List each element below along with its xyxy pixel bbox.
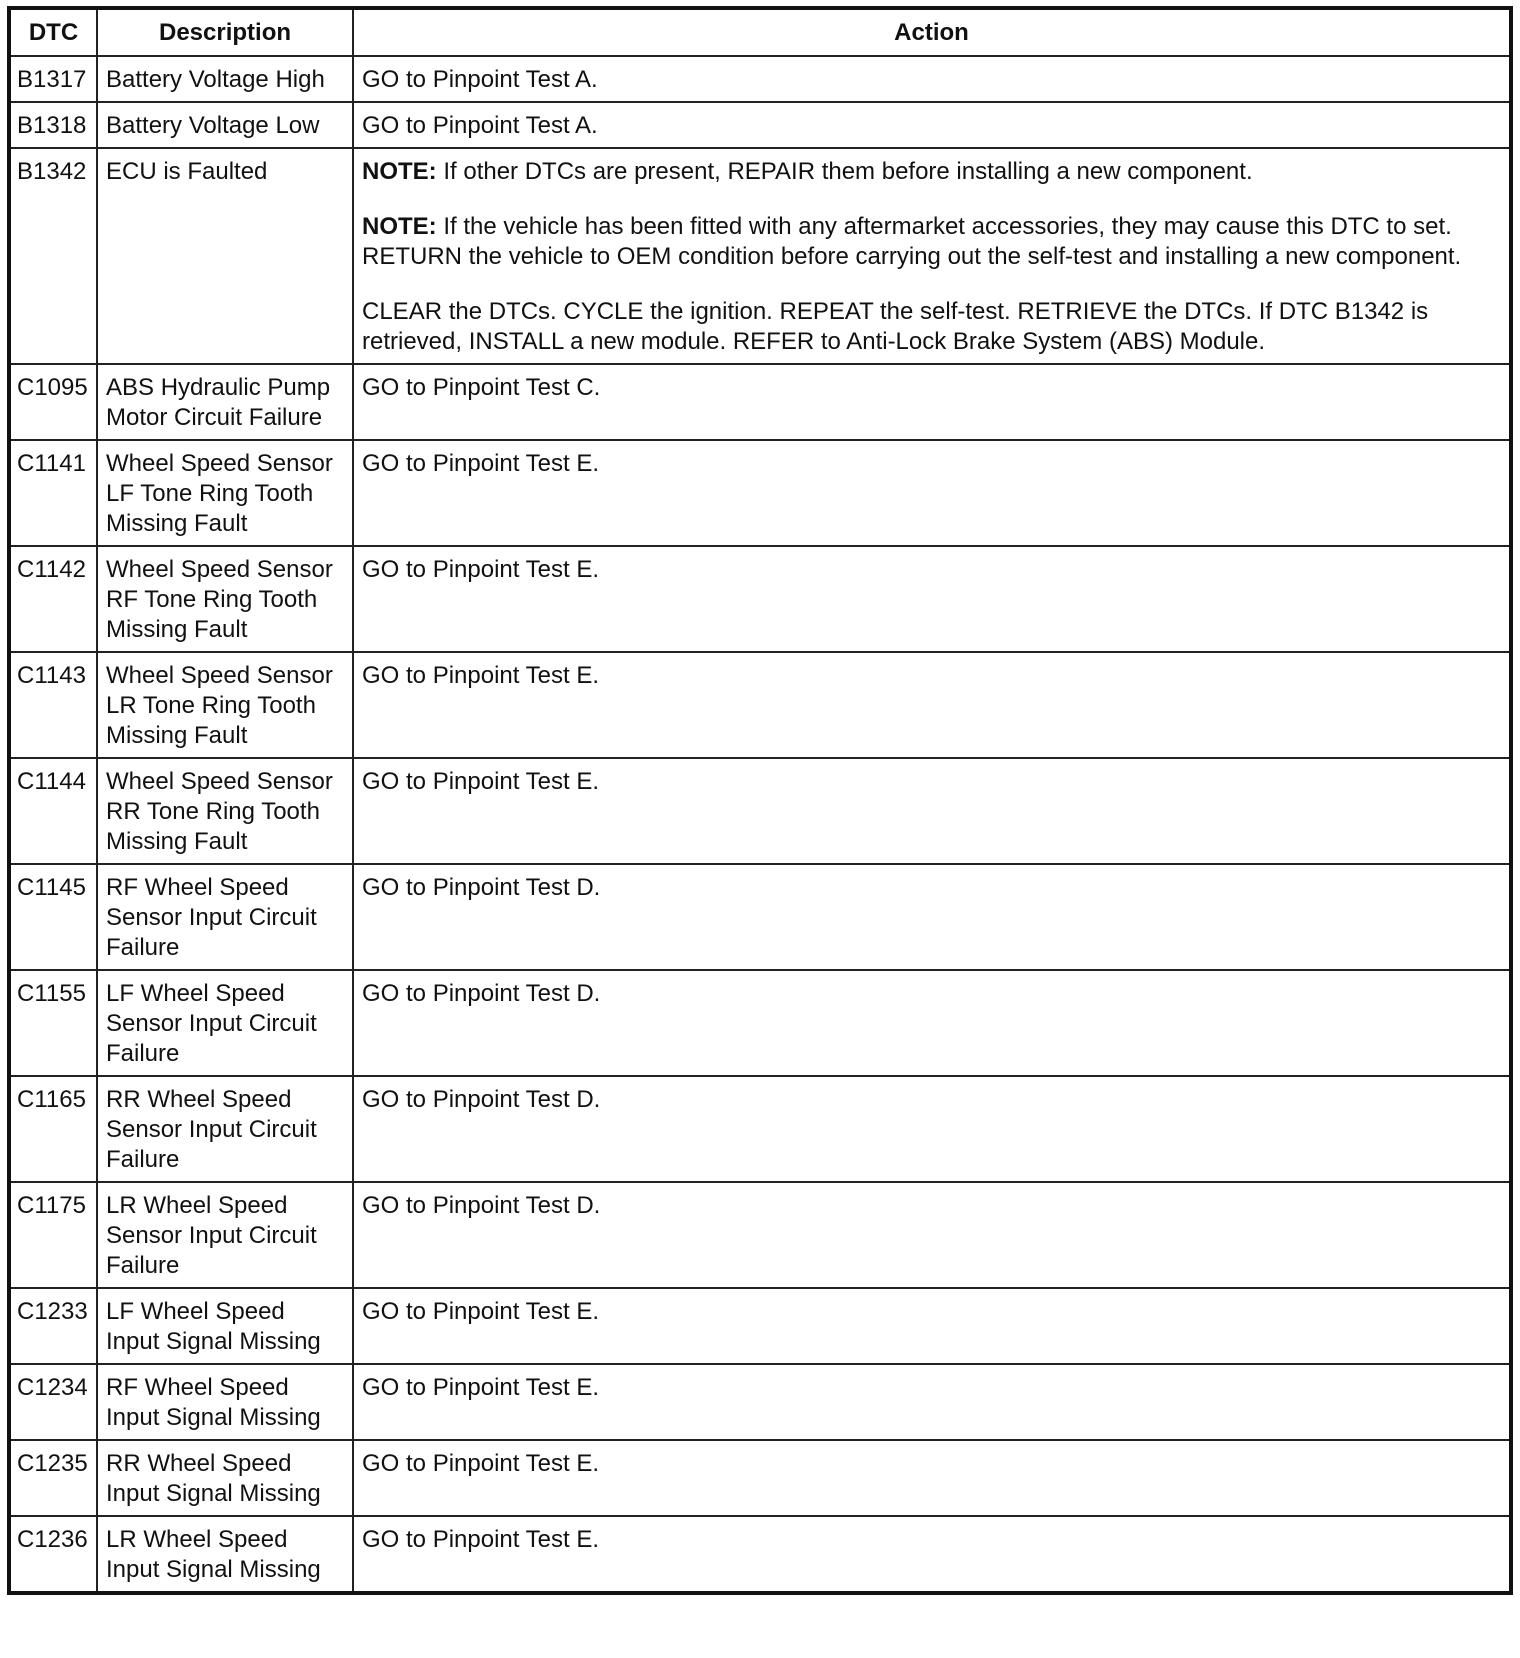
action-cell xyxy=(353,546,1511,652)
dtc-code-cell: B1318 xyxy=(9,102,97,148)
action-text: GO to Pinpoint Test E. xyxy=(362,768,600,795)
dtc-code-cell: C1145 xyxy=(9,864,97,970)
action-cell xyxy=(353,56,1511,102)
table-row xyxy=(9,1440,1511,1516)
dtc-code-cell: C1236 xyxy=(9,1516,97,1593)
action-text: GO to Pinpoint Test E. xyxy=(362,556,600,583)
table-header-row xyxy=(9,8,1511,56)
action-text: GO to Pinpoint Test E. xyxy=(362,1450,600,1477)
dtc-code-cell: C1155 xyxy=(9,970,97,1076)
action-note xyxy=(362,212,1501,272)
dtc-table xyxy=(7,6,1513,1595)
table-row xyxy=(9,148,1511,364)
dtc-code-cell: C1141 xyxy=(9,440,97,546)
table-row xyxy=(9,758,1511,864)
action-cell xyxy=(353,1516,1511,1593)
action-text: GO to Pinpoint Test E. xyxy=(362,1374,600,1401)
description-cell: LF Wheel Speed Sensor Input Circuit Failure xyxy=(97,970,353,1076)
header-description: Description xyxy=(97,8,353,56)
action-note xyxy=(362,157,1501,187)
action-text: GO to Pinpoint Test E. xyxy=(362,450,600,477)
action-text: GO to Pinpoint Test D. xyxy=(362,874,601,901)
note-text: If the vehicle has been fitted with any aftermarket accessories, they may cause this DTC to set. RETURN the vehicle to OEM condition before carrying out the self-test and installing a new component. xyxy=(362,213,1462,270)
action-cell xyxy=(353,864,1511,970)
table-row xyxy=(9,1182,1511,1288)
action-cell xyxy=(353,1364,1511,1440)
header-dtc: DTC xyxy=(9,8,97,56)
action-cell xyxy=(353,1288,1511,1364)
action-cell xyxy=(353,364,1511,440)
dtc-code-cell: C1234 xyxy=(9,1364,97,1440)
description-cell: LR Wheel Speed Sensor Input Circuit Failure xyxy=(97,1182,353,1288)
description-cell: Battery Voltage Low xyxy=(97,102,353,148)
action-text: GO to Pinpoint Test A. xyxy=(362,66,598,93)
action-cell xyxy=(353,148,1511,364)
description-cell: RF Wheel Speed Input Signal Missing xyxy=(97,1364,353,1440)
action-cell xyxy=(353,102,1511,148)
note-text: If other DTCs are present, REPAIR them before installing a new component. xyxy=(436,158,1253,185)
table-row xyxy=(9,364,1511,440)
table-row xyxy=(9,1288,1511,1364)
table-row xyxy=(9,1076,1511,1182)
dtc-code-cell: C1165 xyxy=(9,1076,97,1182)
dtc-code-cell: C1235 xyxy=(9,1440,97,1516)
dtc-table-container xyxy=(7,6,1513,1595)
dtc-code-cell: C1095 xyxy=(9,364,97,440)
table-body xyxy=(9,56,1511,1593)
description-cell: RR Wheel Speed Sensor Input Circuit Failure xyxy=(97,1076,353,1182)
table-row xyxy=(9,56,1511,102)
action-text: GO to Pinpoint Test A. xyxy=(362,112,598,139)
action-text: GO to Pinpoint Test E. xyxy=(362,1526,600,1553)
description-cell: LR Wheel Speed Input Signal Missing xyxy=(97,1516,353,1593)
dtc-code-cell: C1233 xyxy=(9,1288,97,1364)
table-row xyxy=(9,1364,1511,1440)
action-text: GO to Pinpoint Test D. xyxy=(362,1192,601,1219)
table-row xyxy=(9,1516,1511,1593)
action-cell xyxy=(353,758,1511,864)
description-cell: Wheel Speed Sensor LF Tone Ring Tooth Missing Fault xyxy=(97,440,353,546)
dtc-code-cell: C1142 xyxy=(9,546,97,652)
action-cell xyxy=(353,440,1511,546)
description-cell: ABS Hydraulic Pump Motor Circuit Failure xyxy=(97,364,353,440)
action-cell xyxy=(353,652,1511,758)
dtc-code-cell: C1175 xyxy=(9,1182,97,1288)
dtc-code-cell: C1143 xyxy=(9,652,97,758)
table-row xyxy=(9,652,1511,758)
description-cell: Battery Voltage High xyxy=(97,56,353,102)
description-cell: RF Wheel Speed Sensor Input Circuit Failure xyxy=(97,864,353,970)
action-cell xyxy=(353,1182,1511,1288)
dtc-code-cell: B1317 xyxy=(9,56,97,102)
dtc-code-cell: B1342 xyxy=(9,148,97,364)
action-text: GO to Pinpoint Test D. xyxy=(362,1086,601,1113)
dtc-code-cell: C1144 xyxy=(9,758,97,864)
table-row xyxy=(9,864,1511,970)
table-row xyxy=(9,970,1511,1076)
header-action: Action xyxy=(353,8,1511,56)
description-cell: ECU is Faulted xyxy=(97,148,353,364)
action-text: GO to Pinpoint Test E. xyxy=(362,662,600,689)
action-text: GO to Pinpoint Test E. xyxy=(362,1298,600,1325)
action-text: GO to Pinpoint Test D. xyxy=(362,980,601,1007)
action-cell xyxy=(353,970,1511,1076)
table-row xyxy=(9,546,1511,652)
action-text: GO to Pinpoint Test C. xyxy=(362,374,601,401)
table-row xyxy=(9,102,1511,148)
description-cell: Wheel Speed Sensor LR Tone Ring Tooth Missing Fault xyxy=(97,652,353,758)
table-row xyxy=(9,440,1511,546)
action-text: CLEAR the DTCs. CYCLE the ignition. REPEAT the self-test. RETRIEVE the DTCs. If DTC B1342 is retrieved, INSTALL a new module. REFER to Anti-Lock Brake System (ABS) Module. xyxy=(362,298,1429,355)
note-label: NOTE: xyxy=(362,213,437,240)
description-cell: Wheel Speed Sensor RF Tone Ring Tooth Missing Fault xyxy=(97,546,353,652)
action-cell xyxy=(353,1440,1511,1516)
action-cell xyxy=(353,1076,1511,1182)
description-cell: RR Wheel Speed Input Signal Missing xyxy=(97,1440,353,1516)
note-label: NOTE: xyxy=(362,158,437,185)
description-cell: LF Wheel Speed Input Signal Missing xyxy=(97,1288,353,1364)
description-cell: Wheel Speed Sensor RR Tone Ring Tooth Missing Fault xyxy=(97,758,353,864)
